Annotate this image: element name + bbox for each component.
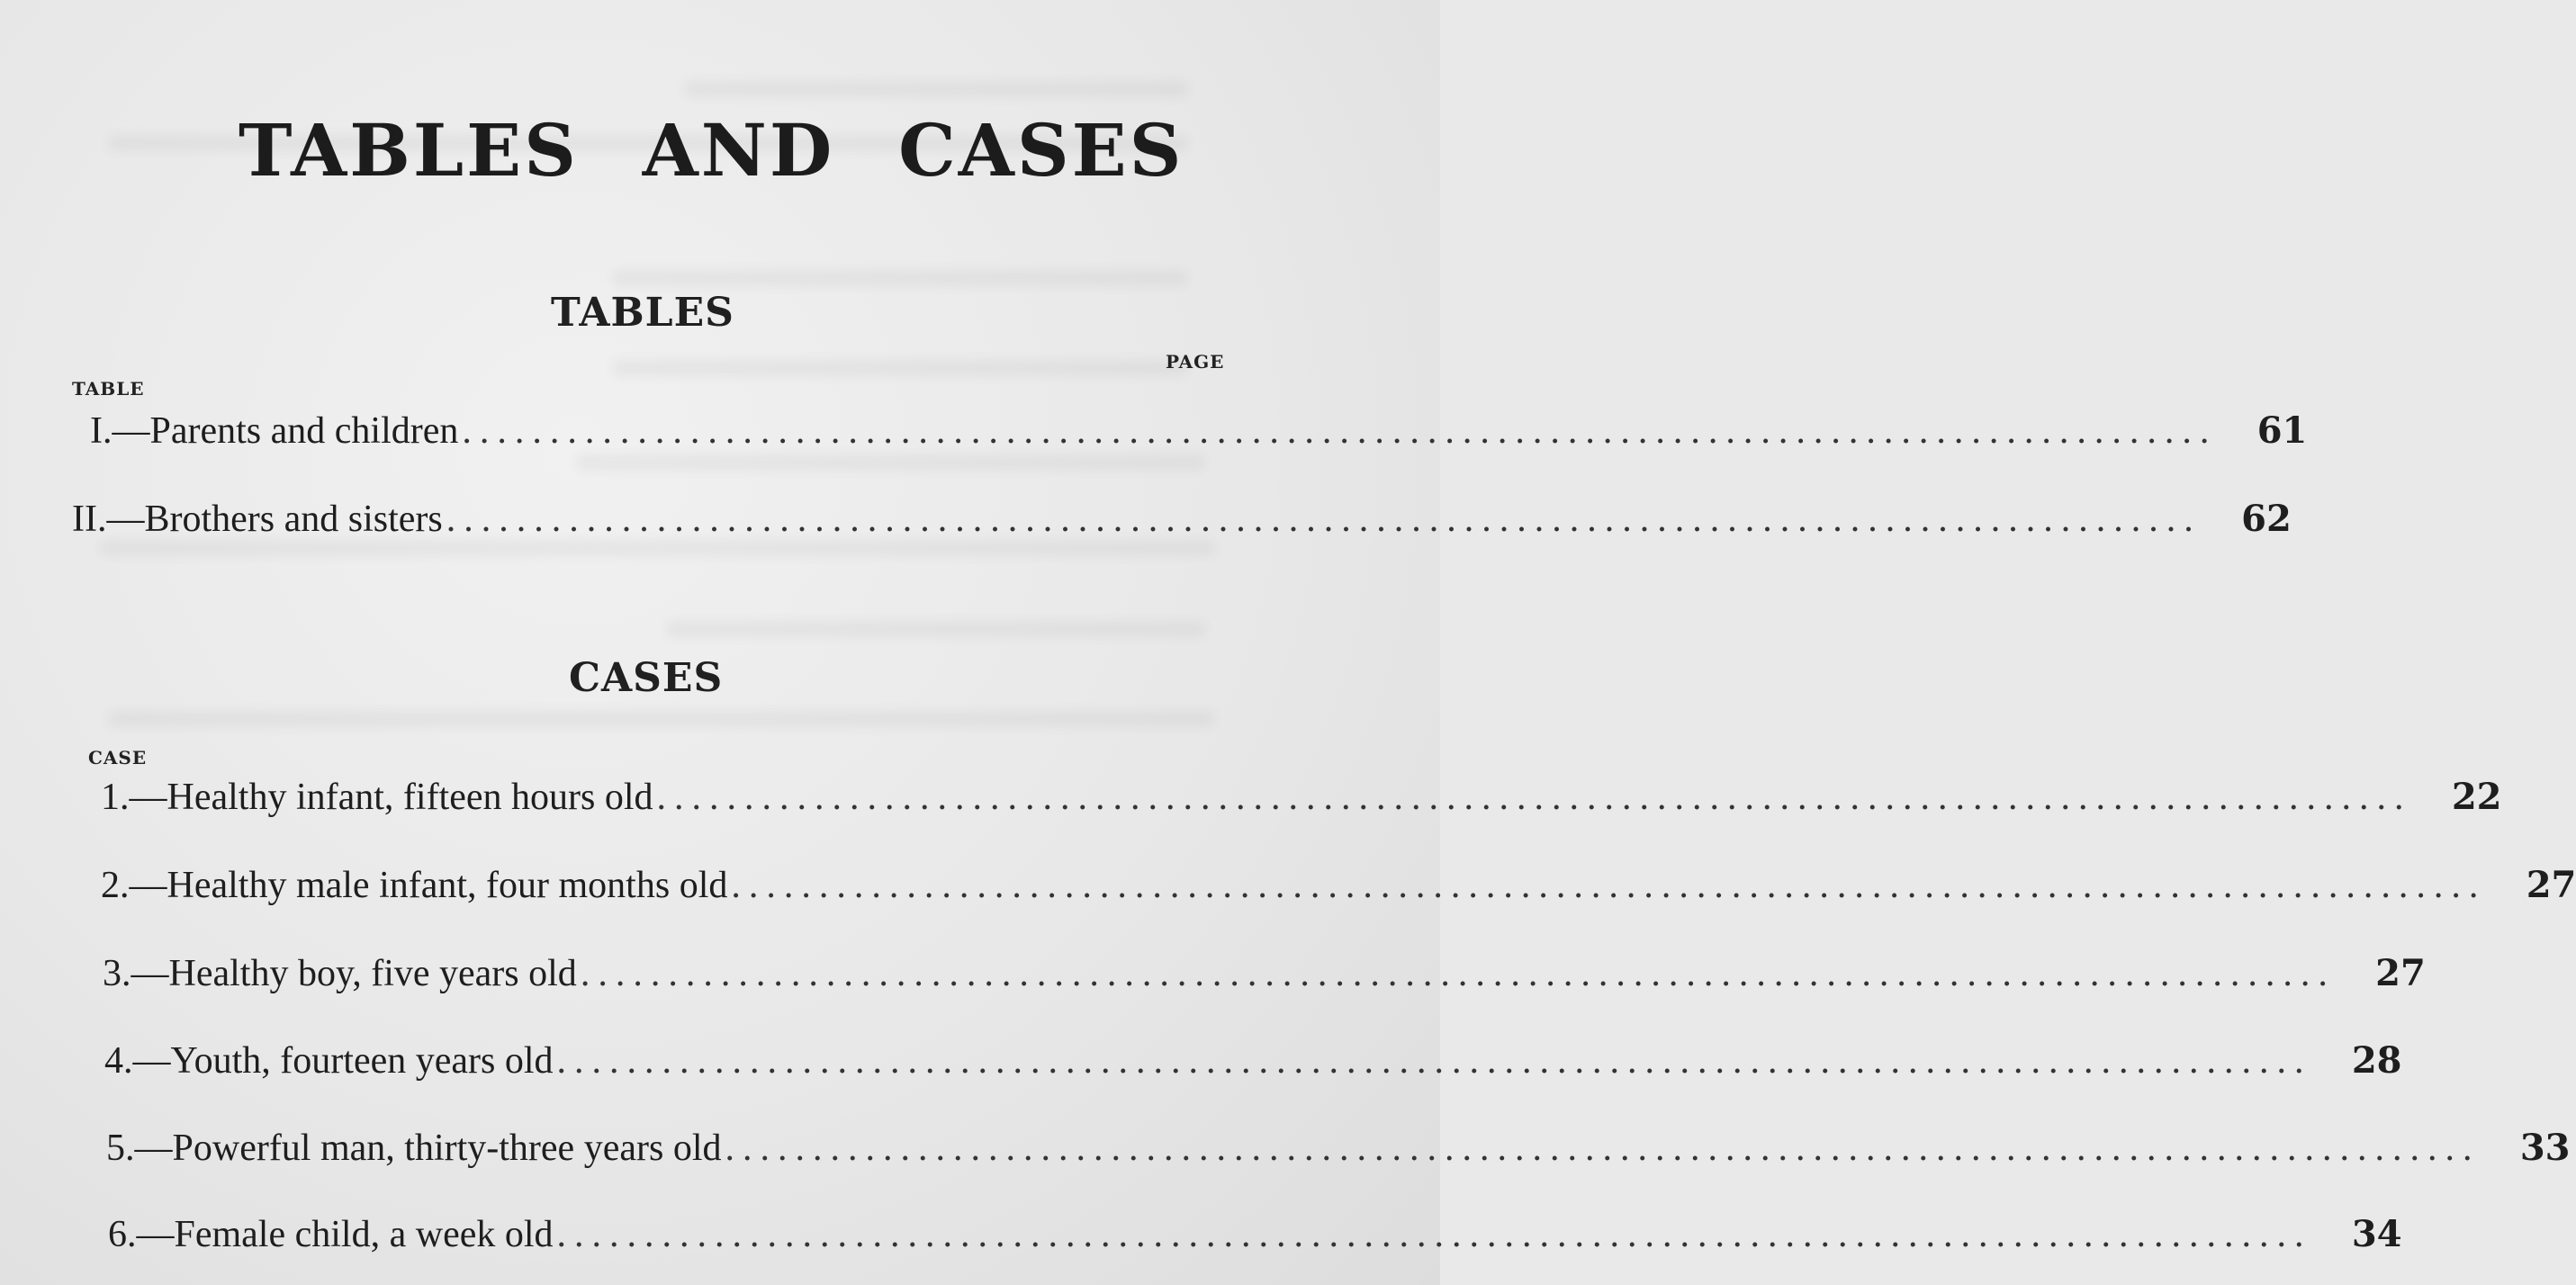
dot-leader: .................................................................................................... xyxy=(446,499,2202,540)
tables-section-title: TABLES xyxy=(551,290,734,336)
case-entry-row xyxy=(101,864,2576,907)
table-entry-row xyxy=(72,498,2292,541)
dot-leader: .................................................................................................... xyxy=(462,410,2218,452)
table-entry-page: 62 xyxy=(2241,498,2292,540)
dot-leader: .................................................................................................... xyxy=(656,777,2412,818)
case-column-label: CASE xyxy=(88,747,148,768)
case-entry-text: 5.—Powerful man, thirty-three years old xyxy=(106,1128,722,1169)
dot-leader: .................................................................................................... xyxy=(580,953,2336,994)
table-entry-row xyxy=(90,409,2308,453)
case-entry-text: 1.—Healthy infant, fifteen hours old xyxy=(101,777,653,818)
case-entry-text: 2.—Healthy male infant, four months old xyxy=(101,865,728,906)
dot-leader: .................................................................................................... xyxy=(556,1040,2312,1082)
case-entry-page: 27 xyxy=(2526,864,2576,906)
case-entry-row xyxy=(106,1127,2571,1170)
dot-leader: .................................................................................................... xyxy=(731,865,2487,906)
case-entry-row xyxy=(108,1213,2402,1256)
dot-leader: .................................................................................................... xyxy=(725,1128,2481,1169)
case-entry-row xyxy=(103,952,2426,995)
case-entry-page: 27 xyxy=(2375,952,2426,994)
cases-section-title: CASES xyxy=(569,655,724,701)
case-entry-page: 34 xyxy=(2351,1213,2402,1255)
case-entry-text: 4.—Youth, fourteen years old xyxy=(104,1040,554,1082)
page-column-label: PAGE xyxy=(1166,351,1225,373)
case-entry-page: 28 xyxy=(2351,1039,2402,1082)
table-entry-text: II.—Brothers and sisters xyxy=(72,499,443,540)
table-column-label: TABLE xyxy=(72,378,145,400)
dot-leader: .................................................................................................... xyxy=(556,1214,2312,1255)
case-entry-page: 22 xyxy=(2451,776,2502,818)
page-title: TABLES AND CASES xyxy=(239,108,1184,193)
case-entry-page: 33 xyxy=(2519,1127,2571,1169)
case-entry-text: 3.—Healthy boy, five years old xyxy=(103,953,577,994)
case-entry-text: 6.—Female child, a week old xyxy=(108,1214,554,1255)
case-entry-row xyxy=(104,1039,2402,1083)
table-entry-text: I.—Parents and children xyxy=(90,410,459,452)
case-entry-row xyxy=(101,776,2502,819)
table-entry-page: 61 xyxy=(2256,409,2308,452)
